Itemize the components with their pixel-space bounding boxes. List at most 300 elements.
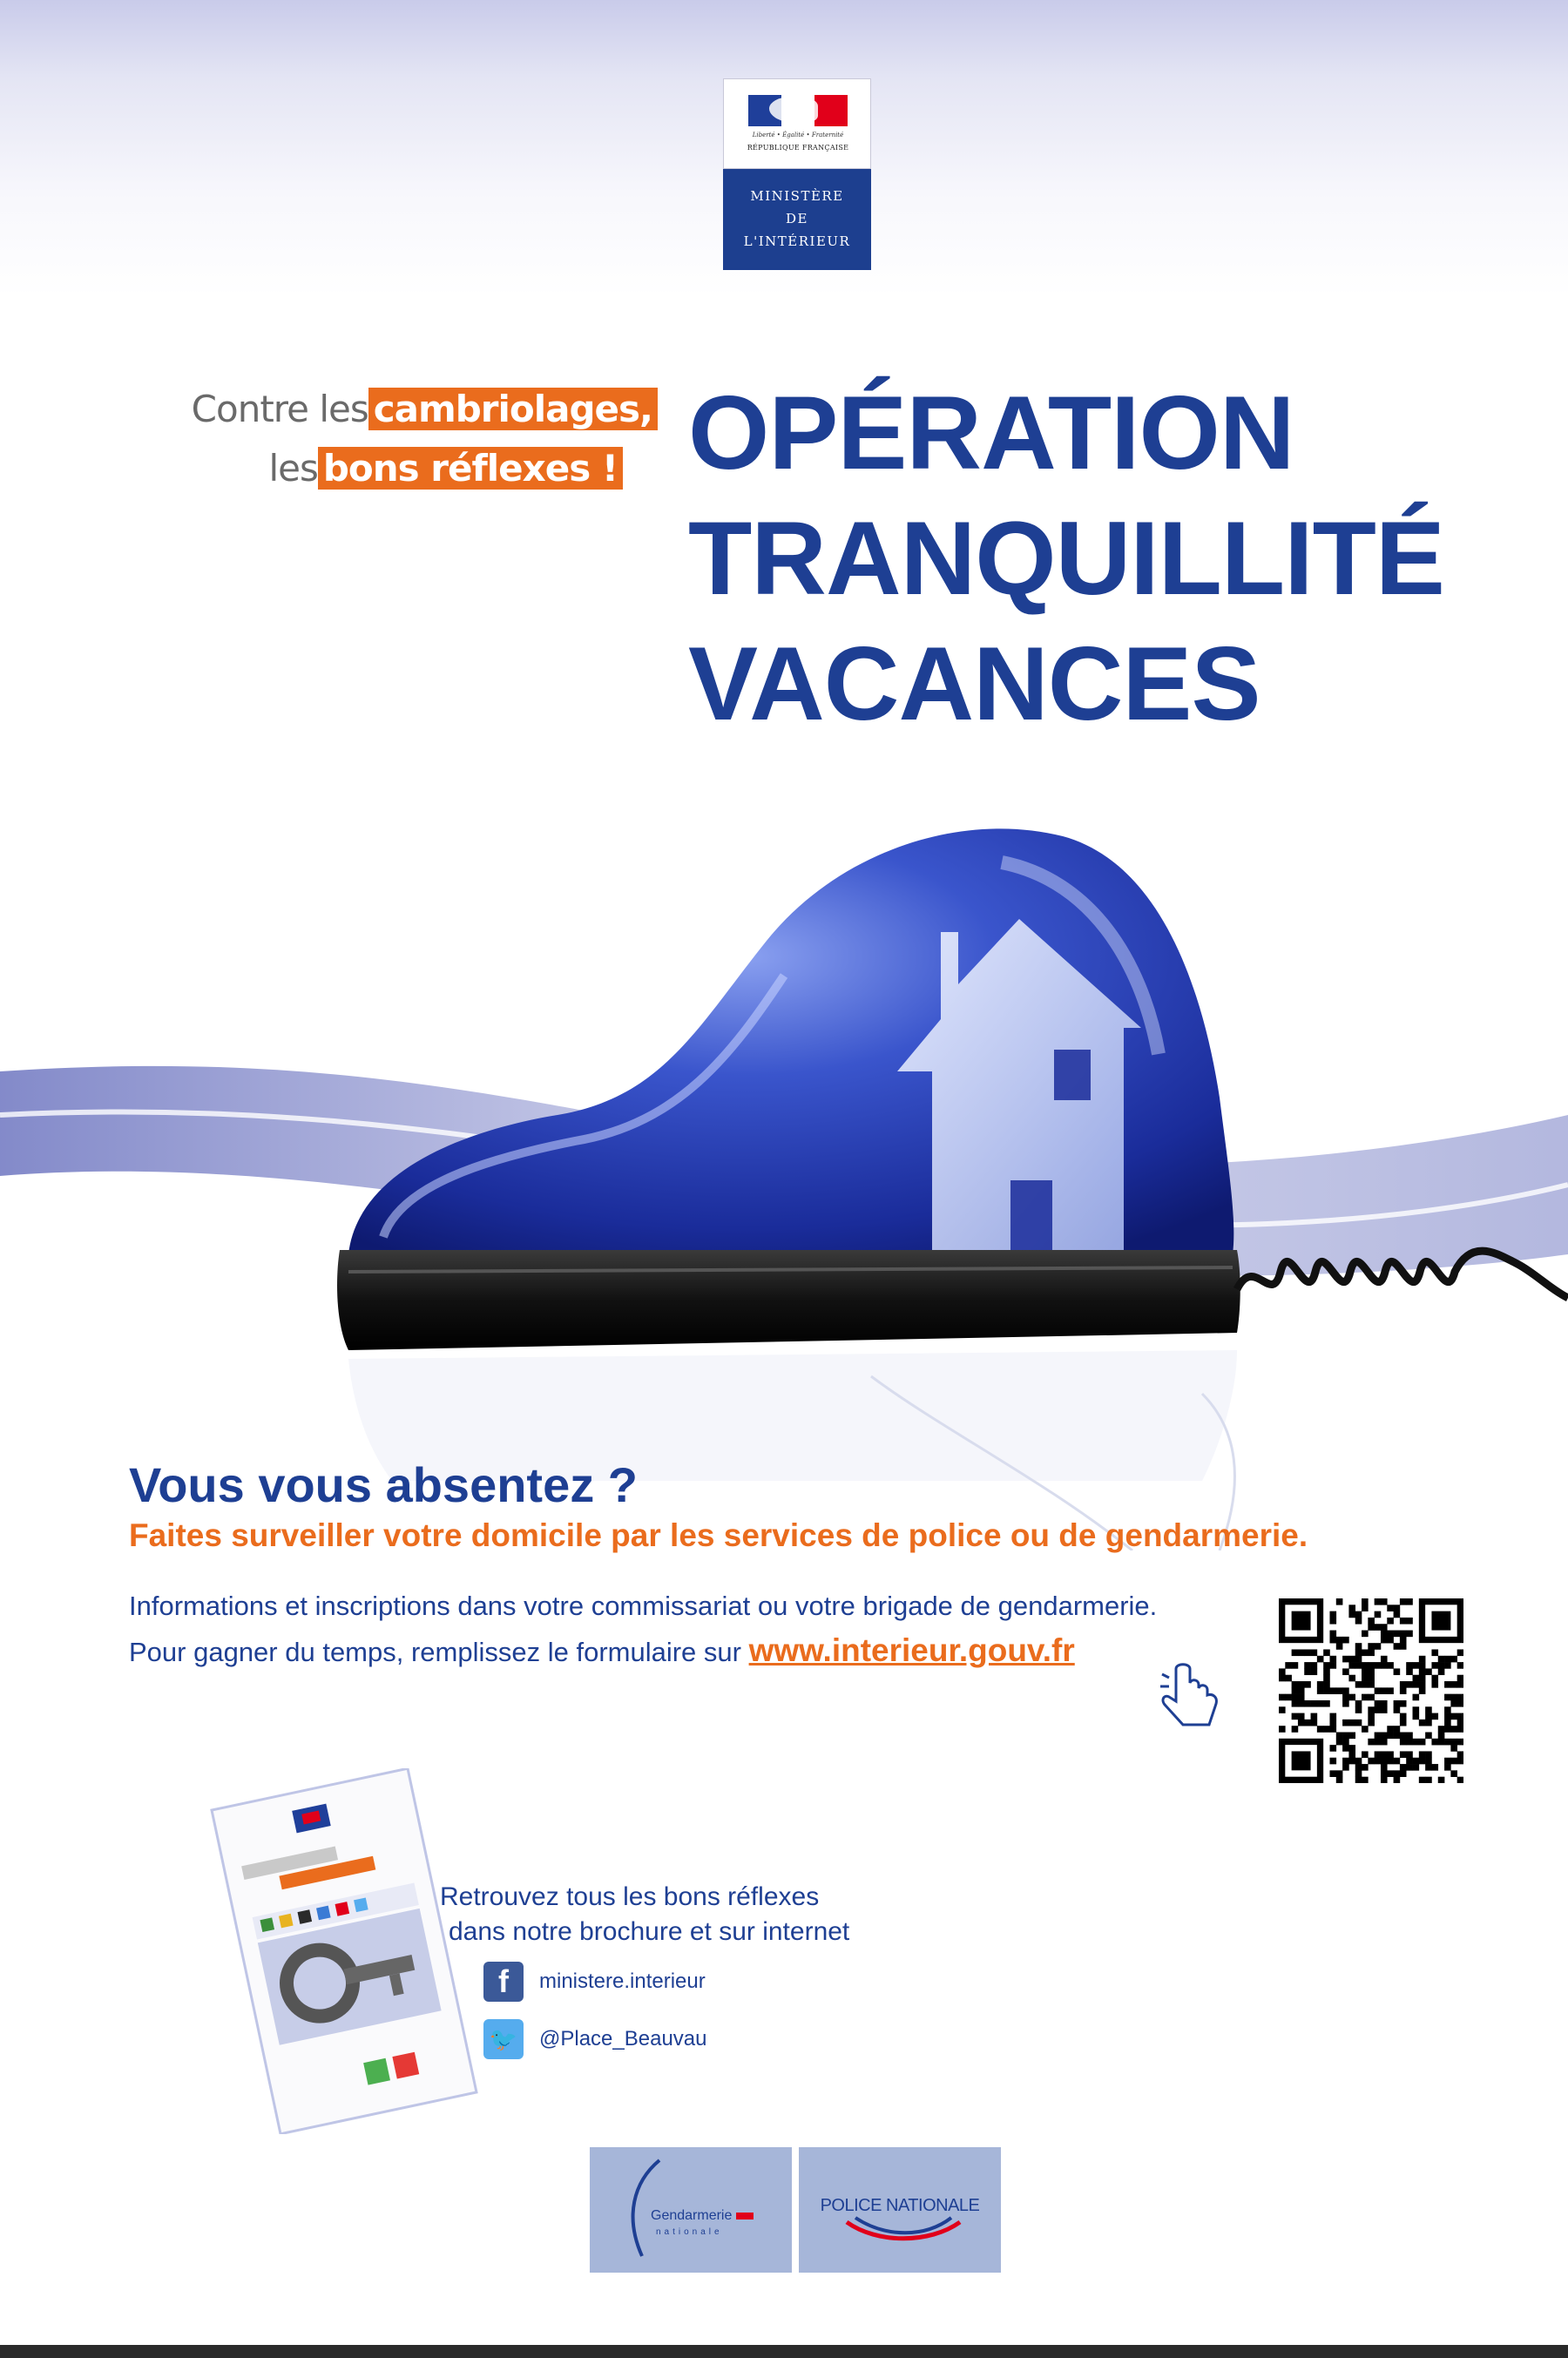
facebook-link[interactable] [483,1962,707,2002]
qr-finder-pattern [1431,1611,1450,1631]
qr-module [1368,1675,1375,1682]
qr-module [1381,1733,1388,1740]
qr-module [1329,1618,1336,1625]
qr-module [1406,1618,1413,1625]
qr-module [1329,1637,1336,1644]
ministry-name-line: MINISTÈRE [750,188,844,204]
qr-module [1323,1675,1330,1682]
qr-module [1304,1700,1311,1707]
qr-module [1317,1726,1324,1733]
website-link[interactable]: www.interieur.gouv.fr [748,1632,1075,1668]
qr-module [1355,1758,1362,1765]
qr-module [1400,1681,1407,1688]
qr-module [1425,1713,1432,1720]
qr-module [1323,1668,1330,1675]
qr-module [1362,1694,1369,1701]
qr-module [1355,1681,1362,1688]
qr-module [1323,1649,1330,1656]
qr-module [1342,1745,1349,1752]
qr-module [1362,1631,1369,1638]
qr-module [1444,1758,1451,1765]
qr-module [1329,1713,1336,1720]
qr-module [1292,1662,1299,1669]
qr-module [1387,1770,1394,1777]
qr-module [1323,1726,1330,1733]
qr-module [1348,1611,1355,1618]
qr-module [1400,1631,1407,1638]
qr-module [1298,1694,1305,1701]
qr-module [1348,1720,1355,1726]
qr-module [1381,1706,1388,1713]
qr-module [1438,1777,1445,1783]
qr-module [1431,1739,1438,1746]
qr-module [1394,1770,1401,1777]
qr-module [1285,1675,1292,1682]
qr-module [1406,1733,1413,1740]
qr-module [1323,1700,1330,1707]
qr-module [1413,1681,1420,1688]
qr-module [1348,1745,1355,1752]
twitter-icon: 🐦 [483,2019,524,2059]
qr-module [1292,1726,1299,1733]
title-line: OPÉRATION [688,375,1294,491]
qr-module [1355,1777,1362,1783]
qr-module [1362,1662,1369,1669]
qr-module [1355,1700,1362,1707]
qr-module [1304,1720,1311,1726]
qr-module [1413,1694,1420,1701]
qr-module [1450,1770,1457,1777]
qr-module [1444,1720,1451,1726]
qr-module [1381,1637,1388,1644]
qr-module [1413,1758,1420,1765]
qr-module [1355,1611,1362,1618]
police-swoosh-icon [842,2213,964,2248]
qr-module [1292,1649,1299,1656]
qr-module [1457,1720,1463,1726]
qr-module [1406,1739,1413,1746]
qr-module [1342,1687,1349,1694]
qr-module [1381,1662,1388,1669]
qr-module [1355,1662,1362,1669]
qr-module [1292,1713,1299,1720]
qr-module [1311,1720,1318,1726]
qr-module [1329,1687,1336,1694]
qr-module [1387,1758,1394,1765]
qr-module [1375,1687,1382,1694]
qr-module [1304,1681,1311,1688]
qr-module [1381,1764,1388,1771]
qr-module [1425,1764,1432,1771]
qr-module [1342,1668,1349,1675]
qr-module [1425,1758,1432,1765]
qr-module [1400,1700,1407,1707]
qr-module [1355,1649,1362,1656]
qr-module [1400,1751,1407,1758]
brochure-promo [440,1880,849,1949]
qr-module [1444,1656,1451,1663]
qr-module [1368,1706,1375,1713]
qr-module [1394,1605,1401,1611]
qr-module [1375,1611,1382,1618]
qr-module [1329,1720,1336,1726]
qr-module [1336,1733,1343,1740]
qr-module [1317,1656,1324,1663]
qr-module [1406,1751,1413,1758]
social-links [483,1962,707,2077]
qr-module [1336,1643,1343,1650]
qr-module [1413,1713,1420,1720]
qr-module [1348,1656,1355,1663]
qr-module [1342,1700,1349,1707]
qr-module [1368,1720,1375,1726]
qr-module [1336,1598,1343,1605]
qr-module [1413,1739,1420,1746]
qr-module [1419,1675,1426,1682]
qr-module [1336,1687,1343,1694]
qr-module [1381,1631,1388,1638]
qr-module [1431,1681,1438,1688]
qr-module [1348,1605,1355,1611]
qr-module [1323,1681,1330,1688]
qr-module [1438,1733,1445,1740]
qr-code[interactable] [1279,1598,1463,1783]
qr-module [1368,1662,1375,1669]
qr-module [1355,1706,1362,1713]
slogan-highlight: cambriolages, [368,388,658,430]
qr-module [1298,1649,1305,1656]
qr-module [1406,1758,1413,1765]
qr-module [1457,1700,1463,1707]
qr-module [1431,1675,1438,1682]
qr-module [1457,1713,1463,1720]
qr-module [1368,1668,1375,1675]
qr-module [1355,1770,1362,1777]
qr-module [1323,1687,1330,1694]
police-label: POLICE NATIONALE [820,2196,980,2215]
qr-module [1394,1631,1401,1638]
qr-module [1323,1662,1330,1669]
qr-module [1400,1764,1407,1771]
qr-module [1304,1668,1311,1675]
qr-module [1394,1611,1401,1618]
qr-module [1336,1637,1343,1644]
qr-module [1355,1720,1362,1726]
info-line-2-text: Pour gagner du temps, remplissez le formulaire sur [129,1637,741,1667]
qr-module [1375,1598,1382,1605]
qr-module [1425,1751,1432,1758]
qr-module [1362,1777,1369,1783]
qr-module [1342,1720,1349,1726]
qr-module [1317,1687,1324,1694]
twitter-link[interactable] [483,2019,707,2059]
brochure-promo-line: dans notre brochure et sur internet [449,1917,850,1946]
siren-house-illustration [0,767,1568,1551]
qr-module [1400,1637,1407,1644]
qr-module [1394,1643,1401,1650]
qr-module [1368,1681,1375,1688]
republic-motto: Liberté • Égalité • Fraternité [752,132,844,139]
qr-module [1279,1706,1286,1713]
qr-module [1381,1700,1388,1707]
slogan-plain: les [268,447,318,490]
qr-module [1450,1713,1457,1720]
qr-module [1457,1758,1463,1765]
ministry-name-line: DE [786,211,808,226]
info-line-2 [129,1632,1075,1669]
qr-module [1329,1631,1336,1638]
police-logo [799,2147,1001,2273]
qr-module [1400,1598,1407,1605]
qr-module [1362,1726,1369,1733]
qr-module [1394,1726,1401,1733]
qr-module [1298,1681,1305,1688]
qr-module [1419,1662,1426,1669]
qr-module [1311,1668,1318,1675]
qr-module [1279,1675,1286,1682]
qr-module [1419,1668,1426,1675]
qr-module [1317,1681,1324,1688]
qr-module [1406,1598,1413,1605]
qr-module [1431,1713,1438,1720]
qr-module [1444,1726,1451,1733]
qr-module [1450,1656,1457,1663]
qr-module [1457,1739,1463,1746]
qr-module [1348,1662,1355,1669]
qr-module [1394,1668,1401,1675]
qr-module [1457,1681,1463,1688]
qr-module [1348,1694,1355,1701]
qr-module [1381,1758,1388,1765]
qr-module [1387,1687,1394,1694]
republique-francaise-label: RÉPUBLIQUE FRANÇAISE [747,144,849,152]
ministry-name-line: L'INTÉRIEUR [743,233,851,249]
qr-module [1400,1720,1407,1726]
qr-module [1387,1726,1394,1733]
qr-module [1362,1751,1369,1758]
qr-module [1425,1668,1432,1675]
qr-module [1285,1694,1292,1701]
qr-module [1342,1739,1349,1746]
qr-module [1438,1726,1445,1733]
qr-module [1425,1720,1432,1726]
qr-module [1406,1668,1413,1675]
absence-question: Vous vous absentez ? [129,1457,638,1512]
qr-module [1444,1681,1451,1688]
ministry-logo [723,78,871,270]
qr-module [1317,1700,1324,1707]
main-title [688,370,1559,747]
qr-module [1279,1726,1286,1733]
qr-module [1419,1739,1426,1746]
qr-module [1362,1598,1369,1605]
qr-module [1406,1662,1413,1669]
gendarmerie-sublabel: nationale [656,2227,723,2237]
qr-module [1368,1624,1375,1631]
qr-module [1375,1751,1382,1758]
qr-module [1413,1764,1420,1771]
qr-module [1375,1758,1382,1765]
qr-module [1336,1739,1343,1746]
qr-module [1355,1656,1362,1663]
qr-module [1450,1758,1457,1765]
qr-module [1381,1739,1388,1746]
qr-module [1329,1770,1336,1777]
surveillance-subtitle: Faites surveiller votre domicile par les services de police ou de gendarmerie. [129,1517,1308,1553]
qr-module [1450,1681,1457,1688]
qr-module [1348,1733,1355,1740]
gendarmerie-logo [590,2147,792,2273]
qr-module [1444,1694,1451,1701]
qr-module [1375,1624,1382,1631]
qr-module [1387,1751,1394,1758]
qr-module [1444,1764,1451,1771]
qr-module [1381,1770,1388,1777]
qr-module [1394,1706,1401,1713]
qr-module [1457,1726,1463,1733]
qr-module [1362,1649,1369,1656]
qr-module [1375,1733,1382,1740]
qr-module [1362,1764,1369,1771]
siren-base [337,1250,1240,1350]
slogan-highlight: bons réflexes ! [318,447,623,490]
qr-module [1431,1764,1438,1771]
facebook-icon: f [483,1962,524,2002]
qr-module [1438,1739,1445,1746]
qr-module [1298,1720,1305,1726]
qr-module [1438,1662,1445,1669]
qr-module [1375,1739,1382,1746]
slogan-line-2 [148,444,623,493]
qr-module [1311,1700,1318,1707]
flag-red-band [814,95,848,126]
qr-module [1438,1656,1445,1663]
slogan-plain: Contre les [191,388,368,430]
brochure-promo-line: Retrouvez tous les bons réflexes [440,1882,820,1911]
qr-module [1425,1706,1432,1713]
qr-module [1348,1751,1355,1758]
qr-module [1368,1694,1375,1701]
qr-module [1381,1687,1388,1694]
qr-module [1355,1643,1362,1650]
qr-module [1387,1662,1394,1669]
qr-module [1292,1694,1299,1701]
qr-module [1431,1662,1438,1669]
qr-module [1457,1662,1463,1669]
qr-module [1298,1700,1305,1707]
qr-module [1450,1726,1457,1733]
qr-module [1368,1713,1375,1720]
qr-module [1400,1643,1407,1650]
bottom-border [0,2345,1568,2358]
qr-module [1342,1733,1349,1740]
qr-module [1419,1656,1426,1663]
qr-module [1381,1656,1388,1663]
qr-module [1406,1681,1413,1688]
qr-module [1419,1777,1426,1783]
qr-module [1381,1624,1388,1631]
qr-module [1444,1662,1451,1669]
qr-module [1375,1706,1382,1713]
qr-module [1394,1733,1401,1740]
republique-francaise-emblem [723,78,871,169]
qr-module [1298,1687,1305,1694]
qr-module [1311,1662,1318,1669]
qr-module [1292,1681,1299,1688]
pointer-hand-icon [1159,1662,1228,1732]
qr-module [1400,1618,1407,1625]
qr-module [1387,1637,1394,1644]
qr-module [1329,1726,1336,1733]
qr-module [1342,1656,1349,1663]
qr-module [1336,1777,1343,1783]
qr-module [1419,1720,1426,1726]
qr-module [1298,1713,1305,1720]
info-line-1: Informations et inscriptions dans votre commissariat ou votre brigade de gendarmerie. [129,1591,1158,1621]
qr-module [1444,1739,1451,1746]
qr-module [1329,1656,1336,1663]
qr-module [1368,1643,1375,1650]
qr-module [1342,1637,1349,1644]
qr-module [1368,1618,1375,1625]
qr-module [1292,1687,1299,1694]
qr-module [1375,1662,1382,1669]
qr-module [1381,1777,1388,1783]
qr-module [1425,1777,1432,1783]
qr-module [1444,1713,1451,1720]
qr-module [1457,1751,1463,1758]
qr-module [1400,1770,1407,1777]
qr-module [1400,1733,1407,1740]
qr-module [1450,1745,1457,1752]
qr-module [1362,1605,1369,1611]
qr-module [1394,1777,1401,1783]
qr-module [1457,1777,1463,1783]
twitter-handle: @Place_Beauvau [539,2027,707,2051]
qr-module [1425,1733,1432,1740]
qr-module [1342,1758,1349,1765]
qr-module [1419,1687,1426,1694]
qr-module [1400,1713,1407,1720]
qr-module [1387,1605,1394,1611]
qr-module [1419,1758,1426,1765]
qr-module [1431,1649,1438,1656]
qr-module [1387,1733,1394,1740]
qr-module [1311,1649,1318,1656]
qr-module [1381,1598,1388,1605]
qr-module [1450,1739,1457,1746]
qr-module [1387,1631,1394,1638]
qr-module [1457,1675,1463,1682]
qr-module [1362,1668,1369,1675]
qr-module [1355,1618,1362,1625]
qr-module [1368,1758,1375,1765]
title-line: TRANQUILLITÉ [688,500,1444,617]
qr-module [1368,1739,1375,1746]
qr-finder-pattern [1292,1611,1311,1631]
qr-module [1394,1758,1401,1765]
qr-module [1375,1700,1382,1707]
qr-module [1329,1662,1336,1669]
qr-module [1329,1745,1336,1752]
title-line: VACANCES [688,625,1260,742]
qr-module [1444,1706,1451,1713]
qr-module [1375,1643,1382,1650]
brochure-image [209,1768,479,2134]
qr-module [1406,1764,1413,1771]
qr-module [1336,1770,1343,1777]
qr-module [1450,1700,1457,1707]
